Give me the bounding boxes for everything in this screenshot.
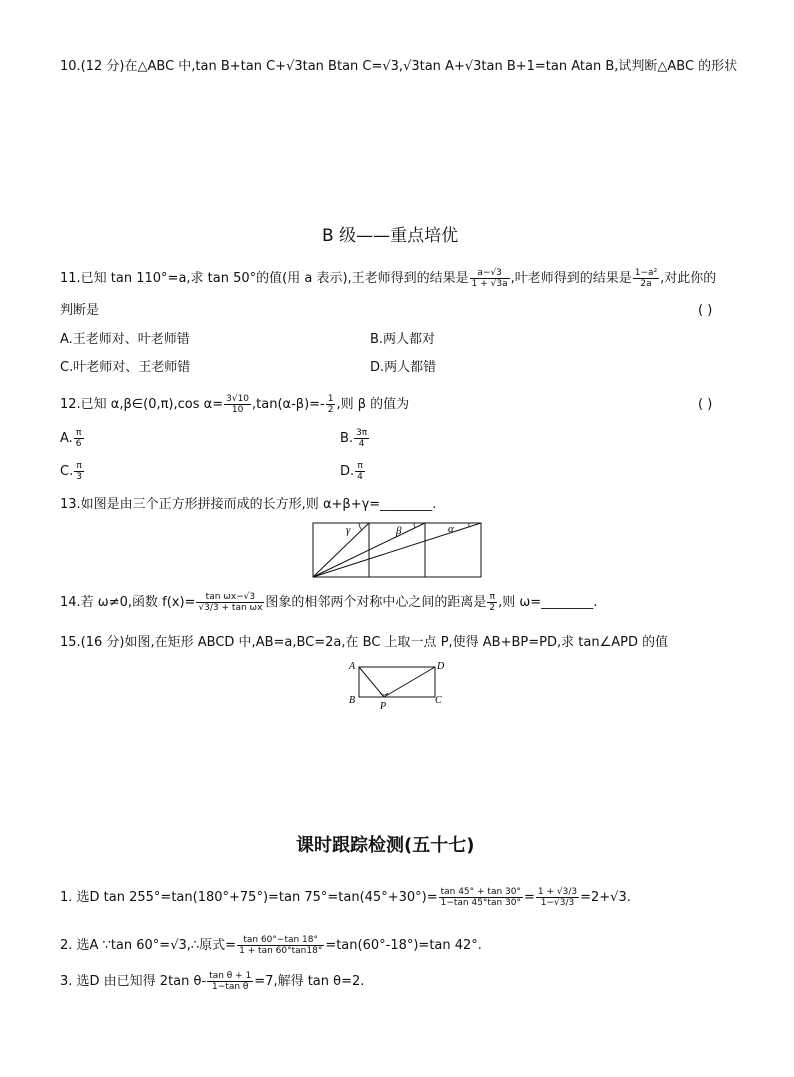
question-14-stem — [60, 592, 597, 613]
question-13-stem: 13.如图是由三个正方形拼接而成的长方形,则 α+β+γ=________. — [60, 497, 437, 512]
label-c: C — [435, 695, 442, 706]
q12-text-c: ,则 β 的值为 — [336, 397, 410, 412]
q11-text-a: 11.已知 tan 110°=a,求 tan 50°的值(用 a 表示),王老师得到的结果是 — [60, 271, 469, 286]
question-11-stem — [60, 268, 716, 289]
rectangle-abcd-figure — [345, 658, 450, 712]
three-squares-figure — [310, 520, 485, 580]
q11-line2: 判断是 — [60, 303, 100, 318]
answer-2-text-b: =tan(60°-18°)=tan 42°. — [325, 938, 482, 953]
answer-1-text-a: 1. 选D tan 255°=tan(180°+75°)=tan 75°=tan(45°+30°)= — [60, 890, 438, 905]
label-b: B — [349, 695, 356, 706]
q14-fraction-f: $\frac{\text{tan ωx−√3}}{\text{√3/3 + tan ωx}}$ — [198, 592, 263, 613]
answer-3-fraction: $\frac{\text{tan θ + 1}}{\text{1−tan θ}}$ — [209, 971, 252, 992]
question-12-stem — [60, 394, 409, 415]
q12-option-d: D. $\frac{\pi}{4}$ — [340, 461, 363, 482]
label-alpha: α — [448, 523, 454, 535]
diagonal-gamma — [313, 523, 369, 577]
label-p: P — [380, 701, 387, 712]
angle-arc-gamma — [359, 523, 362, 530]
rectangle-abcd — [359, 667, 435, 697]
question-15-stem: 15.(16 分)如图,在矩形 ABCD 中,AB=a,BC=2a,在 BC 上取一点 P,使得 AB+BP=PD,求 tan∠APD 的值 — [60, 635, 669, 650]
answer-1-text-b: =2+√3. — [580, 890, 631, 905]
q11-option-d: D.两人都错 — [370, 360, 437, 375]
q14-fraction-distance: $\frac{\pi}{2}$ — [489, 592, 496, 613]
question-10: 10.(12 分)在△ABC 中,tan B+tan C+√3tan Btan C=√3,√3tan A+√3tan B+1=tan Atan B,试判断△ABC 的形状 — [60, 59, 738, 74]
q12-fraction-cos: $\frac{3√10}{10}$ — [226, 394, 250, 415]
label-beta: β — [396, 525, 402, 537]
angle-arc-beta — [414, 523, 415, 528]
q12-text-b: ,tan(α-β)=- — [252, 397, 325, 412]
q11-answer-paren: ( ) — [698, 303, 713, 318]
q12-text-a: 12.已知 α,β∈(0,π),cos α= — [60, 397, 224, 412]
segment-pd — [384, 667, 435, 697]
answer-2-fraction: $\frac{\tan 60^\circ-\tan 18^\circ}{1 + \tan 60^\circ\tan 18^\circ}$ — [239, 935, 323, 956]
q12-answer-paren: ( ) — [698, 397, 713, 412]
q11-option-c: C.叶老师对、王老师错 — [60, 360, 191, 375]
q11-option-b: B.两人都对 — [370, 332, 436, 347]
label-a: A — [349, 661, 356, 672]
answer-1-fraction-b: $\frac{1 + √3/3}{1-√3/3}$ — [537, 887, 578, 908]
answer-3 — [60, 971, 364, 992]
q11-fraction-ye: $\frac{\text{1−a²}}{2a}$ — [634, 268, 658, 289]
answer-1: 1. 选D tan 255°=tan(180°+75°)=tan 75°=tan(45°+30°)= $\frac{\tan 45^\circ + \tan 30^\circ}{1-\tan 45^\circ\tan 30^\circ}$ = $\frac{1 + √3/3}{1-√3/3}$ =2+√3. — [60, 887, 631, 908]
q11-text-c: ,对此你的 — [660, 271, 717, 286]
q12-fraction-tan: $\frac{1}{2}$ — [327, 394, 334, 415]
segment-ap — [359, 667, 384, 697]
answer-3-text-b: =7,解得 tan θ=2. — [254, 974, 365, 989]
q12-option-a: A. $\frac{\pi}{6}$ — [60, 428, 82, 449]
tracking-test-title: 课时跟踪检测(五十七) — [296, 835, 475, 856]
label-d: D — [437, 661, 445, 672]
q14-text-b: 图象的相邻两个对称中心之间的距离是 — [265, 595, 487, 610]
q14-text-c: ,则 ω=________. — [498, 595, 598, 610]
q11-option-a: A.王老师对、叶老师错 — [60, 332, 190, 347]
answer-2-text-a: 2. 选A ∵tan 60°=√3,∴原式= — [60, 938, 237, 953]
answer-3-text-a: 3. 选D 由已知得 2tan θ- — [60, 974, 207, 989]
q11-fraction-wang: $\frac{a-√3}{1 + √3a}$ — [471, 268, 508, 289]
answer-1-fraction-a: $\frac{\tan 45^\circ + \tan 30^\circ}{1-\tan 45^\circ\tan 30^\circ}$ — [440, 887, 521, 908]
answer-2 — [60, 935, 482, 956]
q14-text-a: 14.若 ω≠0,函数 f(x)= — [60, 595, 196, 610]
q12-option-b: B. $\frac{3\pi}{4}$ — [340, 428, 368, 449]
q11-text-b: ,叶老师得到的结果是 — [510, 271, 632, 286]
label-gamma: γ — [346, 524, 351, 536]
q12-option-c: C. $\frac{\pi}{3}$ — [60, 461, 82, 482]
section-b-title: B 级——重点培优 — [322, 226, 459, 246]
